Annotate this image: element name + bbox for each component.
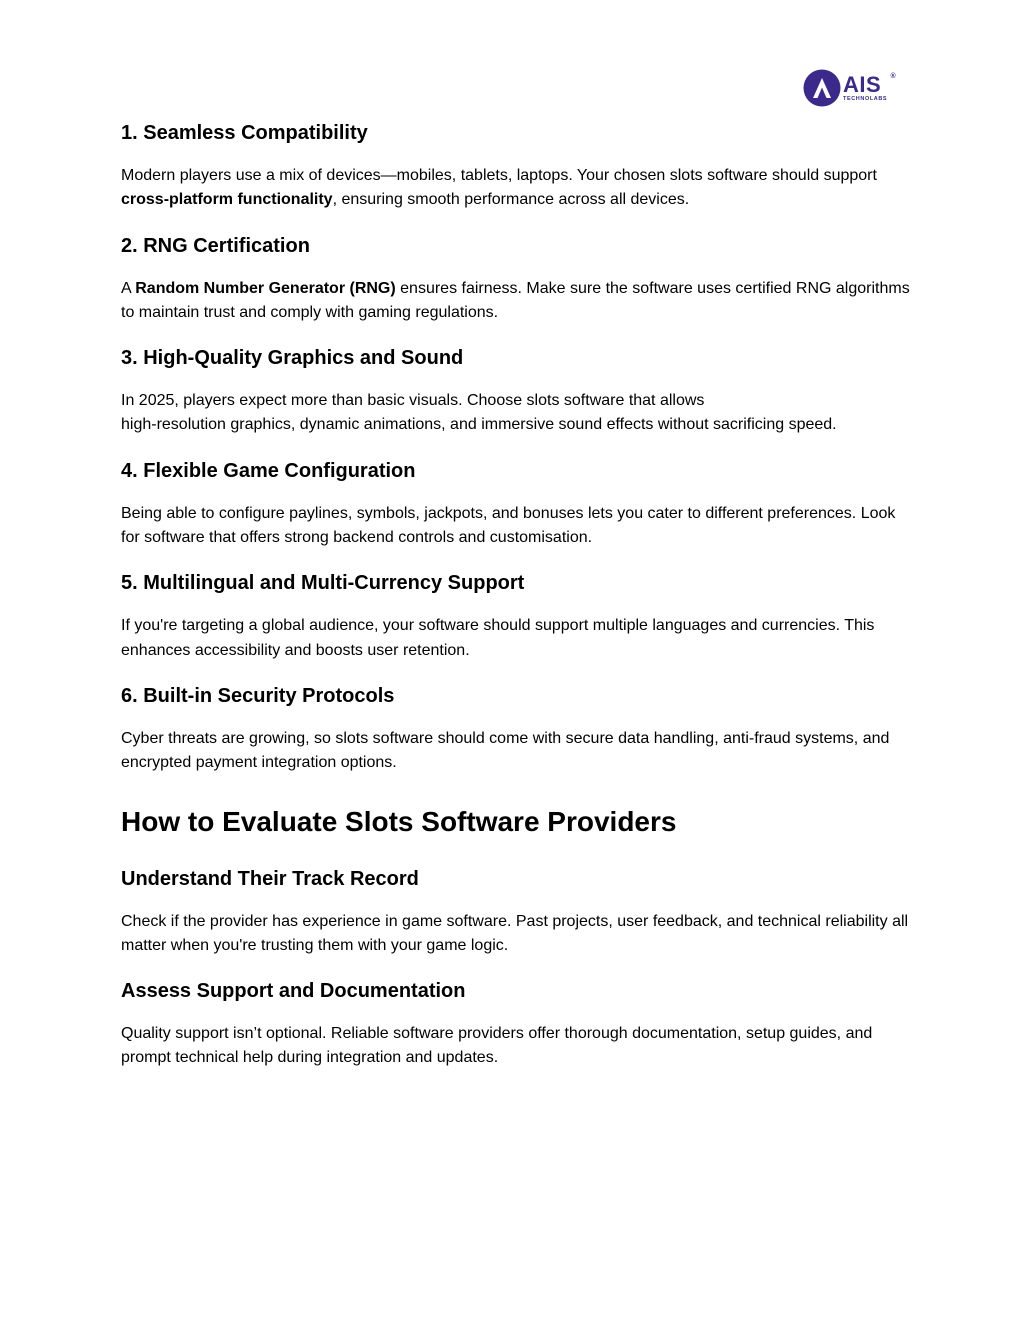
logo-name: AIS ® — [843, 71, 897, 97]
section-paragraph: Being able to configure paylines, symbols, jackpots, and bonuses lets you cater to different preferences. Look for software that offers strong backend controls and customisation. — [121, 504, 896, 547]
section-paragraph: In 2025, players expect more than basic visuals. Choose slots software that allows high-resolution graphics, dynamic animations, and immersive sound effects without sacrificing speed. — [121, 392, 837, 434]
section-heading: 6. Built-in Security Protocols — [121, 684, 395, 707]
section-heading: 1. Seamless Compatibility — [121, 122, 368, 144]
section-heading: 4. Flexible Game Configuration — [121, 459, 416, 482]
emphasis: cross-platform functionality — [121, 191, 333, 209]
section-heading: 5. Multilingual and Multi-Currency Support — [121, 572, 525, 595]
emphasis: Random Number Generator (RNG) — [135, 279, 396, 297]
logo-subtitle: TECHNOLABS — [843, 95, 888, 102]
subsection-paragraph: Check if the provider has experience in game software. Past projects, user feedback, and technical reliability all matter when you're trusting them with your game logic. — [121, 912, 909, 954]
subsection-heading: Assess Support and Documentation — [121, 980, 466, 1003]
section-paragraph: If you're targeting a global audience, your software should support multiple languages and currencies. This enhances accessibility and boosts user retention. — [121, 617, 875, 659]
section-paragraph: Cyber threats are growing, so slots software should come with secure data handling, anti-fraud systems, and encrypted payment integration options. — [121, 729, 890, 772]
subsection-heading: Understand Their Track Record — [121, 867, 419, 890]
subsection-paragraph: Quality support isn’t optional. Reliable software providers offer thorough documentation, setup guides, and prompt technical help during integration and updates. — [121, 1025, 873, 1067]
company-logo — [803, 68, 899, 108]
ais-logo-icon — [803, 69, 841, 107]
section-paragraph: A Random Number Generator (RNG) ensures fairness. Make sure the software uses certified RNG algorithms to maintain trust and comply with gaming regulations. — [121, 279, 910, 321]
section-paragraph: Modern players use a mix of devices—mobiles, tablets, laptops. Your chosen slots software should support cross-platform functionality, ensuring smooth performance across all devices. — [121, 167, 877, 209]
main-heading: How to Evaluate Slots Software Providers — [121, 805, 677, 837]
document-body — [121, 117, 911, 1071]
section-heading: 2. RNG Certification — [121, 234, 310, 257]
section-heading: 3. High-Quality Graphics and Sound — [121, 347, 464, 370]
